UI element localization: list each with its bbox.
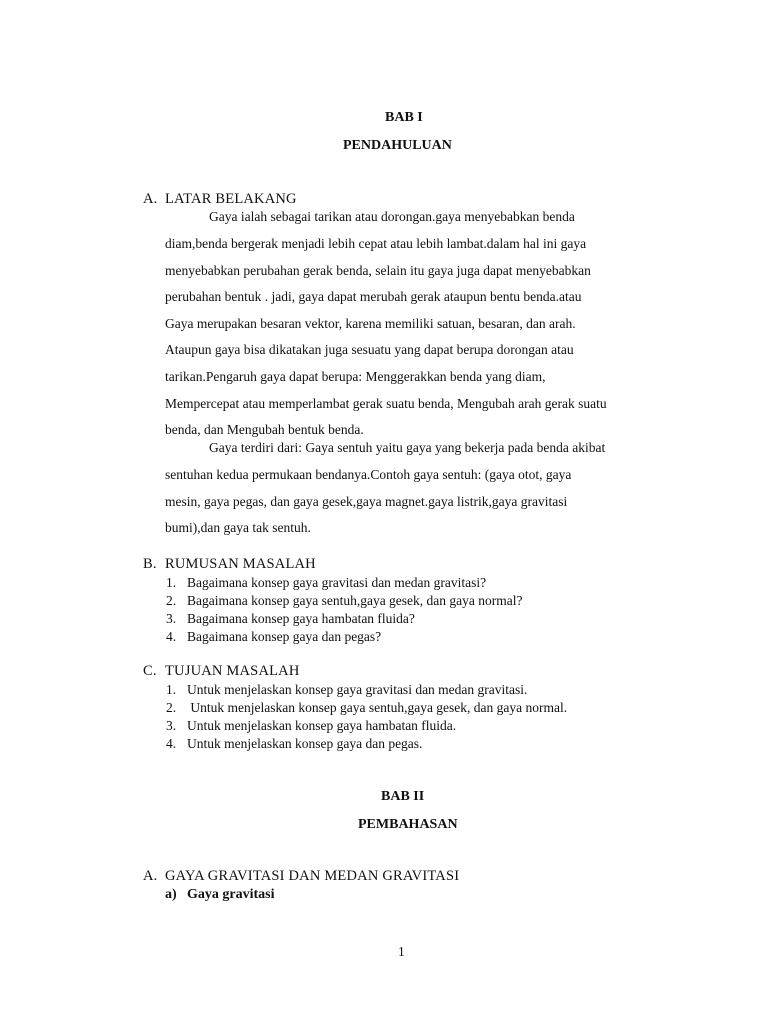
list-number: 2.	[166, 593, 177, 608]
list-number: 1.	[166, 575, 177, 590]
list-text: Bagaimana konsep gaya sentuh,gaya gesek, dan gaya normal?	[187, 593, 523, 608]
subsection-label: a)	[165, 887, 177, 902]
list-item	[166, 629, 381, 645]
list-number: 3.	[166, 611, 177, 626]
section-heading-text: LATAR BELAKANG	[165, 191, 297, 207]
paragraph-line: tarikan.Pengaruh gaya dapat berupa: Menggerakkan benda yang diam,	[165, 369, 546, 384]
list-item	[166, 718, 456, 734]
section-heading-latar-belakang	[143, 191, 297, 208]
list-text: Bagaimana konsep gaya hambatan fluida?	[187, 611, 415, 626]
list-number: 4.	[166, 736, 177, 751]
paragraph-line: Ataupun gaya bisa dikatakan juga sesuatu yang dapat berupa dorongan atau	[165, 342, 574, 357]
list-text: Untuk menjelaskan konsep gaya dan pegas.	[187, 736, 423, 751]
list-item	[166, 682, 527, 698]
list-number: 4.	[166, 629, 177, 644]
chapter-title: BAB II	[381, 789, 425, 804]
list-text: Bagaimana konsep gaya dan pegas?	[187, 629, 382, 644]
paragraph-line: benda, dan Mengubah bentuk benda.	[165, 422, 364, 437]
list-item	[166, 593, 523, 609]
list-number: 1.	[166, 682, 177, 697]
section-heading-text: GAYA GRAVITASI DAN MEDAN GRAVITASI	[165, 868, 460, 884]
section-heading-rumusan-masalah	[143, 556, 316, 573]
list-text: Untuk menjelaskan konsep gaya sentuh,gaya gesek, dan gaya normal.	[187, 700, 568, 715]
list-item	[166, 575, 486, 591]
chapter-subtitle: PENDAHULUAN	[343, 138, 452, 153]
page-number: 1	[398, 944, 405, 959]
list-item	[166, 736, 422, 752]
list-text: Untuk menjelaskan konsep gaya gravitasi dan medan gravitasi.	[187, 682, 528, 697]
paragraph-line: bumi),dan gaya tak sentuh.	[165, 520, 311, 535]
section-heading-gaya-gravitasi	[143, 868, 459, 885]
paragraph-line: sentuhan kedua permukaan bendanya.Contoh gaya sentuh: (gaya otot, gaya	[165, 467, 572, 482]
paragraph-line: mesin, gaya pegas, dan gaya gesek,gaya magnet.gaya listrik,gaya gravitasi	[165, 494, 568, 509]
list-text: Untuk menjelaskan konsep gaya hambatan fluida.	[187, 718, 457, 733]
section-heading-tujuan-masalah	[143, 663, 300, 680]
section-heading-text: TUJUAN MASALAH	[165, 663, 300, 679]
section-label: C.	[143, 663, 157, 679]
list-item	[166, 611, 415, 627]
paragraph-line: menyebabkan perubahan gerak benda, selain itu gaya juga dapat menyebabkan	[165, 263, 591, 278]
chapter-title: BAB I	[385, 110, 423, 125]
list-number: 3.	[166, 718, 177, 733]
paragraph-line: Gaya terdiri dari: Gaya sentuh yaitu gaya yang bekerja pada benda akibat	[209, 440, 606, 455]
section-label: B.	[143, 556, 157, 572]
paragraph-line: Mempercepat atau memperlambat gerak suatu benda, Mengubah arah gerak suatu	[165, 396, 607, 411]
paragraph-line: perubahan bentuk . jadi, gaya dapat merubah gerak ataupun bentu benda.atau	[165, 289, 582, 304]
section-label: A.	[143, 868, 158, 884]
subsection-heading-text: Gaya gravitasi	[187, 887, 275, 902]
section-heading-text: RUMUSAN MASALAH	[165, 556, 316, 572]
paragraph-line: Gaya ialah sebagai tarikan atau dorongan.gaya menyebabkan benda	[209, 209, 575, 224]
subsection-heading	[165, 887, 275, 903]
list-text: Bagaimana konsep gaya gravitasi dan medan gravitasi?	[187, 575, 487, 590]
chapter-subtitle: PEMBAHASAN	[358, 817, 458, 832]
paragraph-line: Gaya merupakan besaran vektor, karena memiliki satuan, besaran, dan arah.	[165, 316, 576, 331]
paragraph-line: diam,benda bergerak menjadi lebih cepat atau lebih lambat.dalam hal ini gaya	[165, 236, 587, 251]
list-number: 2.	[166, 700, 177, 715]
section-label: A.	[143, 191, 158, 207]
list-item	[166, 700, 567, 716]
